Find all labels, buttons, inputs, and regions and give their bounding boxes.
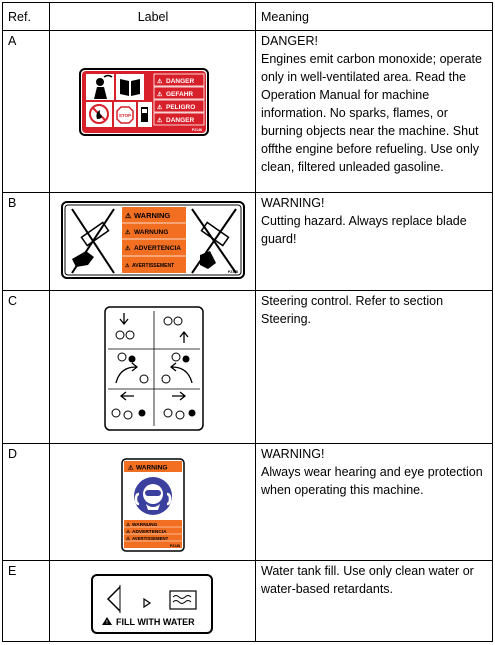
meaning-body: Steering control. Refer to section Steering. — [261, 294, 444, 326]
meaning-text — [256, 31, 492, 176]
label-table — [2, 2, 493, 642]
decal-word: WARNUNG — [132, 523, 158, 528]
decal-word: AVERTISSEMENT — [132, 263, 175, 269]
meaning-body: Water tank fill. Use only clean water or water-based retardants. — [261, 564, 474, 596]
svg-text:⚠: ⚠ — [125, 213, 132, 220]
label-cell — [50, 561, 256, 641]
decal-word: ADVERTENCIA — [132, 530, 167, 535]
decal-word: PELIGRO — [166, 104, 196, 111]
table-row — [3, 291, 492, 444]
water-fill-decal-image — [50, 561, 256, 639]
label-cell — [50, 291, 256, 443]
decal-word: WARNING — [136, 464, 168, 472]
header-meaning: Meaning — [261, 10, 309, 24]
svg-text:!: ! — [106, 620, 108, 626]
header-ref: Ref. — [8, 10, 31, 24]
decal-code: P2146 — [191, 128, 202, 132]
row-ref: C — [8, 294, 18, 308]
table-row — [3, 561, 492, 641]
svg-text:⚠: ⚠ — [126, 529, 131, 534]
label-cell — [50, 31, 256, 192]
svg-text:⚠: ⚠ — [157, 105, 163, 111]
svg-text:⚠: ⚠ — [126, 522, 131, 527]
svg-text:⚠: ⚠ — [157, 79, 163, 85]
svg-text:⚠: ⚠ — [157, 118, 163, 124]
meaning-body: Cutting hazard. Always replace blade guard! — [261, 214, 467, 246]
svg-text:⚠: ⚠ — [125, 246, 131, 252]
meaning-text — [256, 291, 492, 328]
ppe-decal-image — [50, 444, 256, 559]
table-row — [3, 193, 492, 291]
svg-text:⚠: ⚠ — [126, 536, 131, 541]
decal-word: ADVERTENCIA — [134, 245, 181, 252]
decal-code: P2175 — [227, 270, 238, 274]
meaning-body: Always wear hearing and eye protection when operating this machine. — [261, 465, 483, 497]
decal-word: WARNUNG — [134, 229, 169, 236]
label-cell — [50, 193, 256, 290]
decal-word: AVERTISSEMENT — [132, 536, 169, 541]
row-ref: E — [8, 564, 17, 578]
row-ref: B — [8, 196, 17, 210]
header-label: Label — [137, 10, 169, 24]
steering-control-decal-image — [50, 291, 256, 442]
table-header-row — [3, 3, 492, 31]
meaning-title: DANGER! — [261, 34, 318, 48]
meaning-body: Engines emit carbon monoxide; operate only in well-ventilated area. Read the Operation Manual for machine information. No sparks, flames, or burning objects near the machine. Shut offthe engine before refueling. Use only clean, filtered unleaded gasoline. — [261, 52, 482, 174]
decal-word: WARNING — [134, 211, 171, 220]
decal-stop-text: STOP — [118, 113, 132, 118]
danger-decal-image — [50, 31, 256, 191]
cutting-hazard-decal-image — [50, 193, 256, 289]
decal-word: DANGER — [166, 78, 195, 85]
meaning-text — [256, 561, 492, 598]
decal-code: P2148 — [169, 544, 180, 548]
meaning-title: WARNING! — [261, 196, 325, 210]
decal-word: GEFAHR — [166, 91, 194, 98]
meaning-title: WARNING! — [261, 447, 325, 461]
table-row — [3, 31, 492, 193]
svg-text:⚠: ⚠ — [157, 92, 163, 98]
row-ref: D — [8, 447, 18, 461]
meaning-text — [256, 444, 492, 499]
label-cell — [50, 444, 256, 560]
svg-text:⚠: ⚠ — [128, 465, 134, 472]
svg-text:⚠: ⚠ — [125, 230, 131, 236]
meaning-text — [256, 193, 492, 248]
decal-word: FILL WITH WATER — [116, 617, 195, 627]
decal-word: DANGER — [166, 117, 195, 124]
table-row — [3, 444, 492, 561]
row-ref: A — [8, 34, 17, 48]
svg-text:⚠: ⚠ — [125, 263, 130, 269]
